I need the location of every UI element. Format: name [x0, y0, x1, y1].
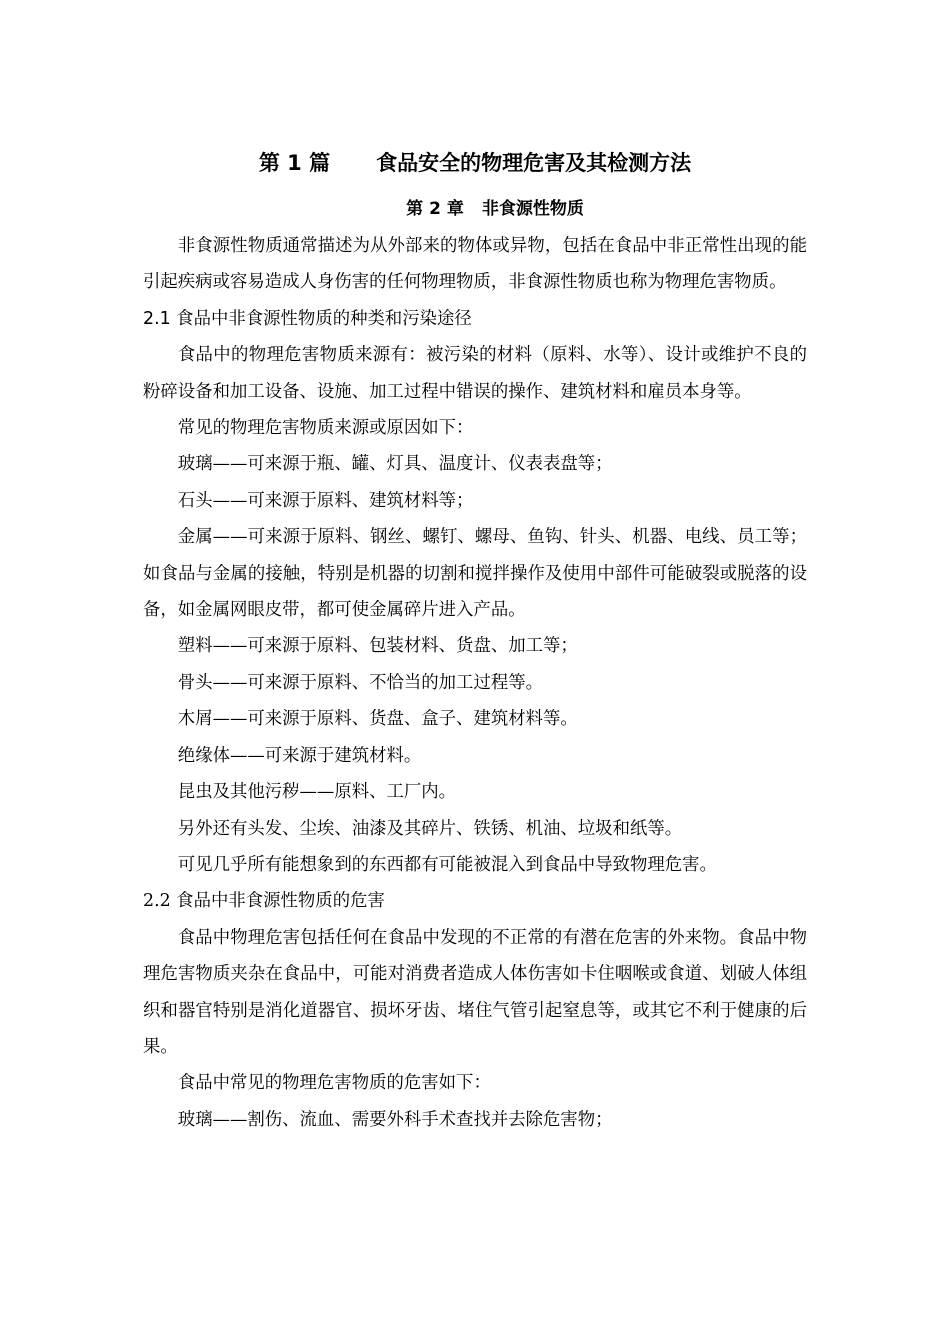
list-item-wood: 木屑——可来源于原料、货盘、盒子、建筑材料等。: [177, 709, 578, 730]
list-item-glass: 玻璃——可来源于瓶、罐、灯具、温度计、仪表表盘等；: [177, 454, 613, 475]
chapter-title: [0, 196, 950, 222]
part-title-text: 食品安全的物理危害及其检测方法: [376, 151, 692, 175]
section-heading-2-1: 2.1 食品中非食源性物质的种类和污染途径: [143, 308, 472, 329]
list-item-insects: 昆虫及其他污秽——原料、工厂内。: [177, 782, 457, 803]
paragraph-hazards: 食品中物理危害包括任何在食品中发现的不正常的有潜在危害的外来物。食品中物理危害物质夹杂在食品中，可能对消费者造成人体伤害如卡住咽喉或食道、划破人体组织和器官特别是消化道器官、损坏牙齿、堵住气管引起窒息等，或其它不利于健康的后果。: [143, 927, 807, 1057]
list-item-insulation: 绝缘体——可来源于建筑材料。: [177, 745, 422, 766]
list-item-plastic: 塑料——可来源于原料、包装材料、货盘、加工等；: [177, 636, 578, 657]
list-item-metal: 金属——可来源于原料、钢丝、螺钉、螺母、鱼钩、针头、机器、电线、员工等；如食品与金属的接触，特别是机器的切割和搅拌操作及使用中部件可能破裂或脱落的设备，如金属网眼皮带，都可使金属碎片进入产品。: [143, 527, 807, 621]
chapter-title-text: 非食源性物质: [481, 199, 584, 219]
paragraph-other: 另外还有头发、尘埃、油漆及其碎片、铁锈、机油、垃圾和纸等。: [177, 818, 683, 839]
hazard-item-glass: 玻璃——割伤、流血、需要外科手术查找并去除危害物；: [177, 1109, 613, 1130]
list-item-stone: 石头——可来源于原料、建筑材料等；: [177, 490, 474, 511]
section-heading-2-2: 2.2 食品中非食源性物质的危害: [143, 891, 385, 912]
part-number: 第 1 篇: [258, 151, 331, 175]
list-item-bone: 骨头——可来源于原料、不恰当的加工过程等。: [177, 672, 544, 693]
paragraph-summary: 可见几乎所有能想象到的东西都有可能被混入到食品中导致物理危害。: [177, 854, 717, 875]
chapter-number: 第 2 章: [406, 199, 464, 219]
paragraph-sources: 食品中的物理危害物质来源有：被污染的材料（原料、水等）、设计或维护不良的粉碎设备和加工设备、设施、加工过程中错误的操作、建筑材料和雇员本身等。: [143, 345, 807, 402]
part-title: [0, 148, 950, 178]
intro-paragraph: 非食源性物质通常描述为从外部来的物体或异物，包括在食品中非正常性出现的能引起疾病或容易造成人身伤害的任何物理物质，非食源性物质也称为物理危害物质。: [143, 236, 807, 293]
body-text: [143, 228, 807, 1138]
paragraph-common-hazards: 食品中常见的物理危害物质的危害如下：: [177, 1073, 491, 1094]
paragraph-common-sources: 常见的物理危害物质来源或原因如下：: [177, 418, 474, 439]
